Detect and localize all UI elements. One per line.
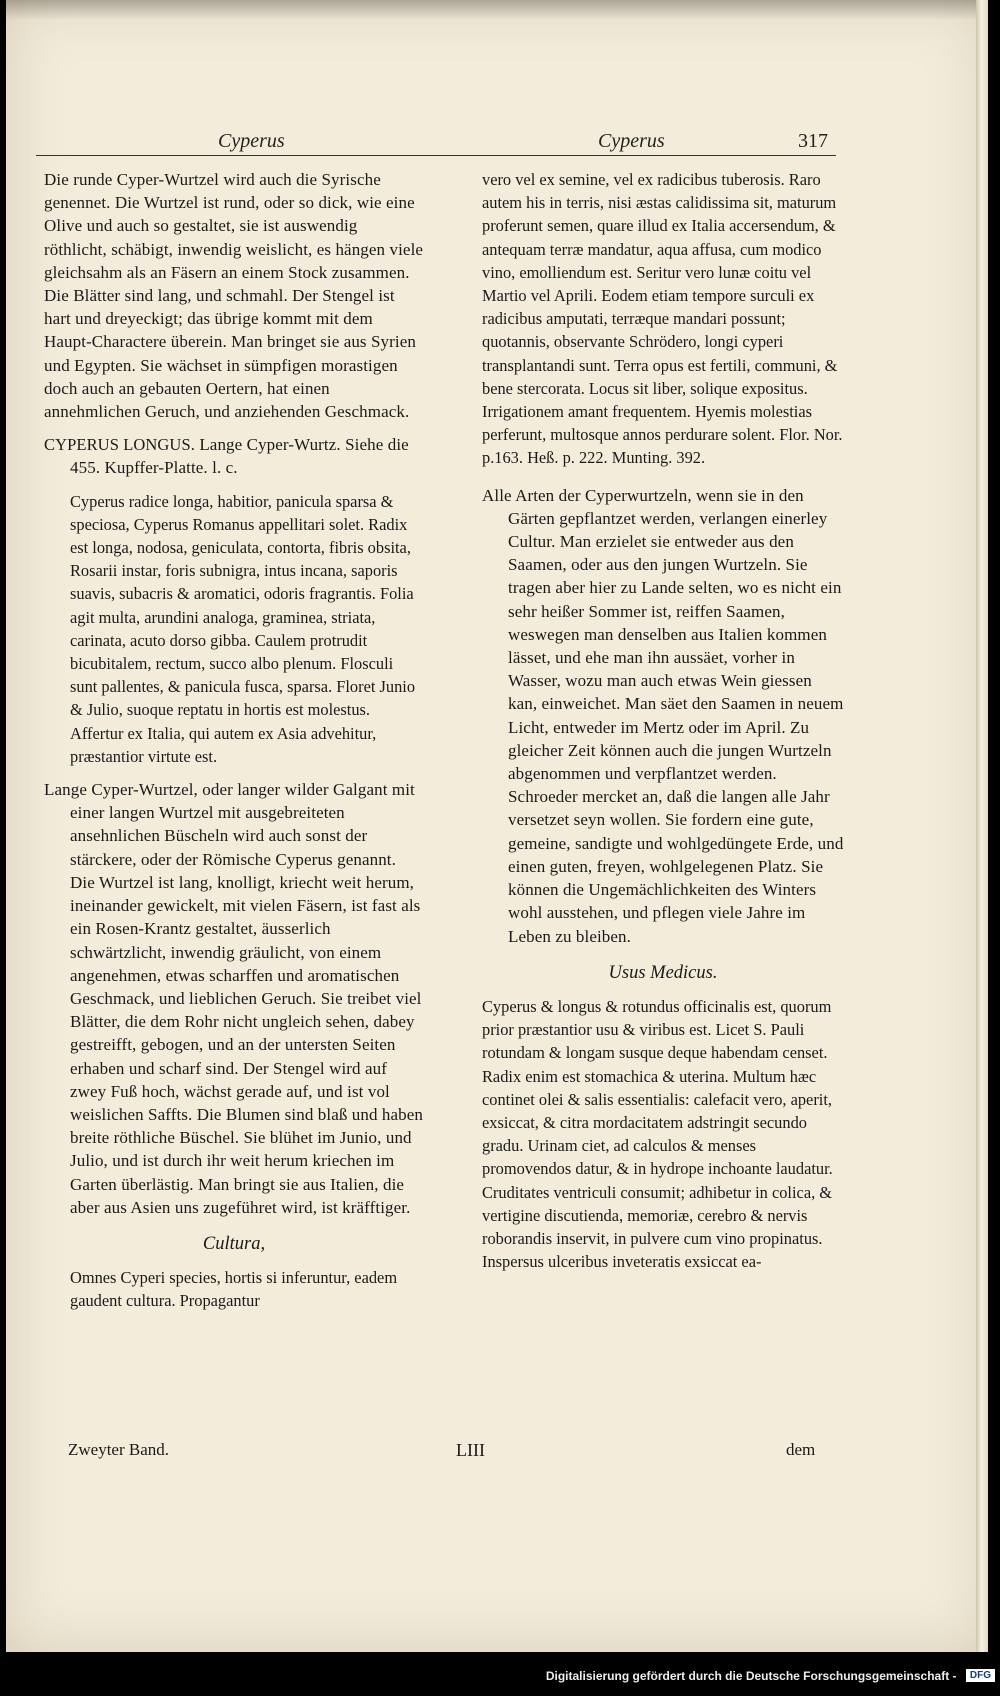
page-shadow [6, 0, 988, 20]
paragraph-german-cultivation: Alle Arten der Cyperwurtzeln, wenn sie in den Gärten gepflantzet werden, verlangen einerley Cultur. Man erzielet sie entweder aus den Saamen, oder aus den jungen Wurtzeln. Sie tragen aber hier zu Lande selten, wo es nicht ein sehr heißer Sommer ist, reiffen Saamen, weswegen man denselben aus Italien kommen lässet, und ehe man ihn aussäet, vorher in Wasser, wozu man auch etwas Wein giessen kan, einweichet. Man säet den Saamen in neuem Licht, entweder im Mertz oder im April. Zu gleicher Zeit können auch die jungen Wurtzeln abgenommen und verpflantzet werden. Schroeder mercket an, daß die langen alle Jahr versetzet seyn wollen. Sie fordern eine gute, gemeine, sandigte und wohlgedüngete Erde, und einen guten, freyen, wohlgelegenen Platz. Sie können die Ungemächlichkeiten des Winters wohl ausstehen, und pflegen viele Jahre im Leben zu bleiben. [482, 485, 844, 946]
paragraph-round-cyperus: Die runde Cyper-Wurtzel wird auch die Syrische genennet. Die Wurtzel ist rund, oder so dick, wie eine Olive und auch so gestaltet, sie ist auswendig röthlicht, schäbigt, inwendig weislicht, es hängen viele gleichsahm als an Fäsern an einem Stock zusammen. Die Blätter sind lang, und schmahl. Der Stengel ist hart und dreyeckigt; das übrige kommt mit dem Haupt-Charactere überein. Man bringet sie aus Syrien und Egypten. Sie wächset in sümpfigen morastigen doch auch an gebauten Oertern, hat einen annehmlichen Geruch, und anziehenden Geschmack. [44, 170, 424, 422]
page-number: 317 [798, 130, 828, 152]
left-running-head: Cyperus [218, 130, 285, 152]
signature-mark: LIII [456, 1440, 485, 1460]
entry-title-rest: Lange Cyper-Wurtz. Siehe die 455. Kupffer-Platte. l. c. [70, 435, 409, 478]
credit-text: Digitalisierung gefördert durch die Deutsche Forschungsgemeinschaft - [545, 1668, 957, 1683]
volume-label: Zweyter Band. [68, 1440, 170, 1459]
paragraph-latin-cultivation: vero vel ex semine, vel ex radicibus tuberosis. Raro autem his in terris, nisi æstas calidissima sit, maturum proferunt semen, quare illud ex Italia accersendum, & antequam terræ mandatur, aqua affusa, cum modico vino, emolliendum est. Seritur vero lunæ coitu vel Martio vel Aprili. Eodem etiam tempore surculi ex radicibus amputati, terræque mandari possunt; quotannis, observante Schrödero, longi cyperi transplantandi sunt. Terra opus est fertili, communi, & bene stercorata. Locus sit liber, solique expositus. Irrigationem amant frequentem. Hyemis molestias perferunt, multosque annos perdurare solent. Flor. Nor. p.163. Heß. p. 222. Munting. 392. [482, 170, 843, 468]
right-column [482, 168, 844, 1279]
entry-title: CYPERUS LONGUS. [44, 435, 195, 455]
paragraph-latin-description: Cyperus radice longa, habitior, panicula sparsa & speciosa, Cyperus Romanus appellitari solet. Radix est longa, nodosa, geniculata, contorta, fibris obsita, Rosarii instar, foris subnigra, intus incana, saporis suavis, subacris & aromatici, odoris fragrantis. Folia agit multa, arundini analoga, graminea, striata, carinata, acuto dorso gibba. Caulem protrudit bicubitalem, rectum, succo albo plenum. Flosculi sunt pallentes, & panicula fusca, sparsa. Floret Junio & Julio, suoque reptatu in hortis est molestus. Affertur ex Italia, qui autem ex Asia advehitur, præstantior virtute est. [70, 491, 416, 766]
left-column [44, 168, 424, 1319]
header-rule [36, 155, 836, 156]
usus-medicus-heading: Usus Medicus. [608, 962, 718, 983]
book-page [6, 0, 988, 1652]
cultura-heading: Cultura, [202, 1233, 266, 1254]
paragraph-usus-medicus: Cyperus & longus & rotundus officinalis est, quorum prior præstantior usu & viribus est. Licet S. Pauli rotundam & longam susque deque habendam censet. Radix enim est stomachica & uterina. Multum hæc continet olei & salis essentialis: calefacit vero, aperit, exsiccat, & citra mordacitatem adstringit secundo gradu. Urinam ciet, ad calculos & menses promovendos datur, & in hydrope inchoante laudatur. Cruditates ventriculi consumit; adhibetur in colica, & vertigine discutienda, memoriæ, cerebro & nervis roborandis inservit, in pulvere cum vino propinatus. Inspersus ulceribus inveteratis exsiccat ea- [482, 996, 833, 1272]
catchword: dem [786, 1440, 816, 1459]
dfg-logo-icon: DFG [966, 1669, 995, 1682]
paragraph-long-cyperus-german: Lange Cyper-Wurtzel, oder langer wilder Galgant mit einer langen Wurtzel mit ausgebreiteten ansehnlichen Büscheln wird auch sonst der stärckere, oder der Römische Cyperus genannt. Die Wurtzel ist lang, knolligt, kriecht weit herum, ineinander gewickelt, mit vielen Fäsern, ist fast als ein Rosen-Krantz gestaltet, äusserlich schwärtzlicht, inwendig gräulicht, von einem angenehmen, etwas scharffen und aromatischen Geschmack, und lieblichen Geruch. Sie treibet viel Blätter, die dem Rohr nicht ungleich sehen, dabey gestreifft, gebogen, und an der untersten Seiten erhaben und scharf sind. Der Stengel wird auf zwey Fuß hoch, wächst gerade auf, und ist vol weislichen Saffts. Die Blumen sind blaß und haben breite röthliche Büschel. Sie blühet im Junio, und Julio, und ist durch ihr weit herum kriechen im Garten überlästig. Man bringt sie aus Italien, die aber aus Asien uns zugeführet wird, ist kräfftiger. [44, 780, 424, 1217]
paragraph-cyperus-longus-title [44, 433, 424, 479]
page-fore-edge [976, 0, 988, 1652]
paragraph-cultura: Omnes Cyperi species, hortis si inferuntur, eadem gaudent cultura. Propagantur [70, 1268, 398, 1311]
digitization-credit [0, 1668, 995, 1696]
right-running-head: Cyperus [598, 130, 665, 152]
